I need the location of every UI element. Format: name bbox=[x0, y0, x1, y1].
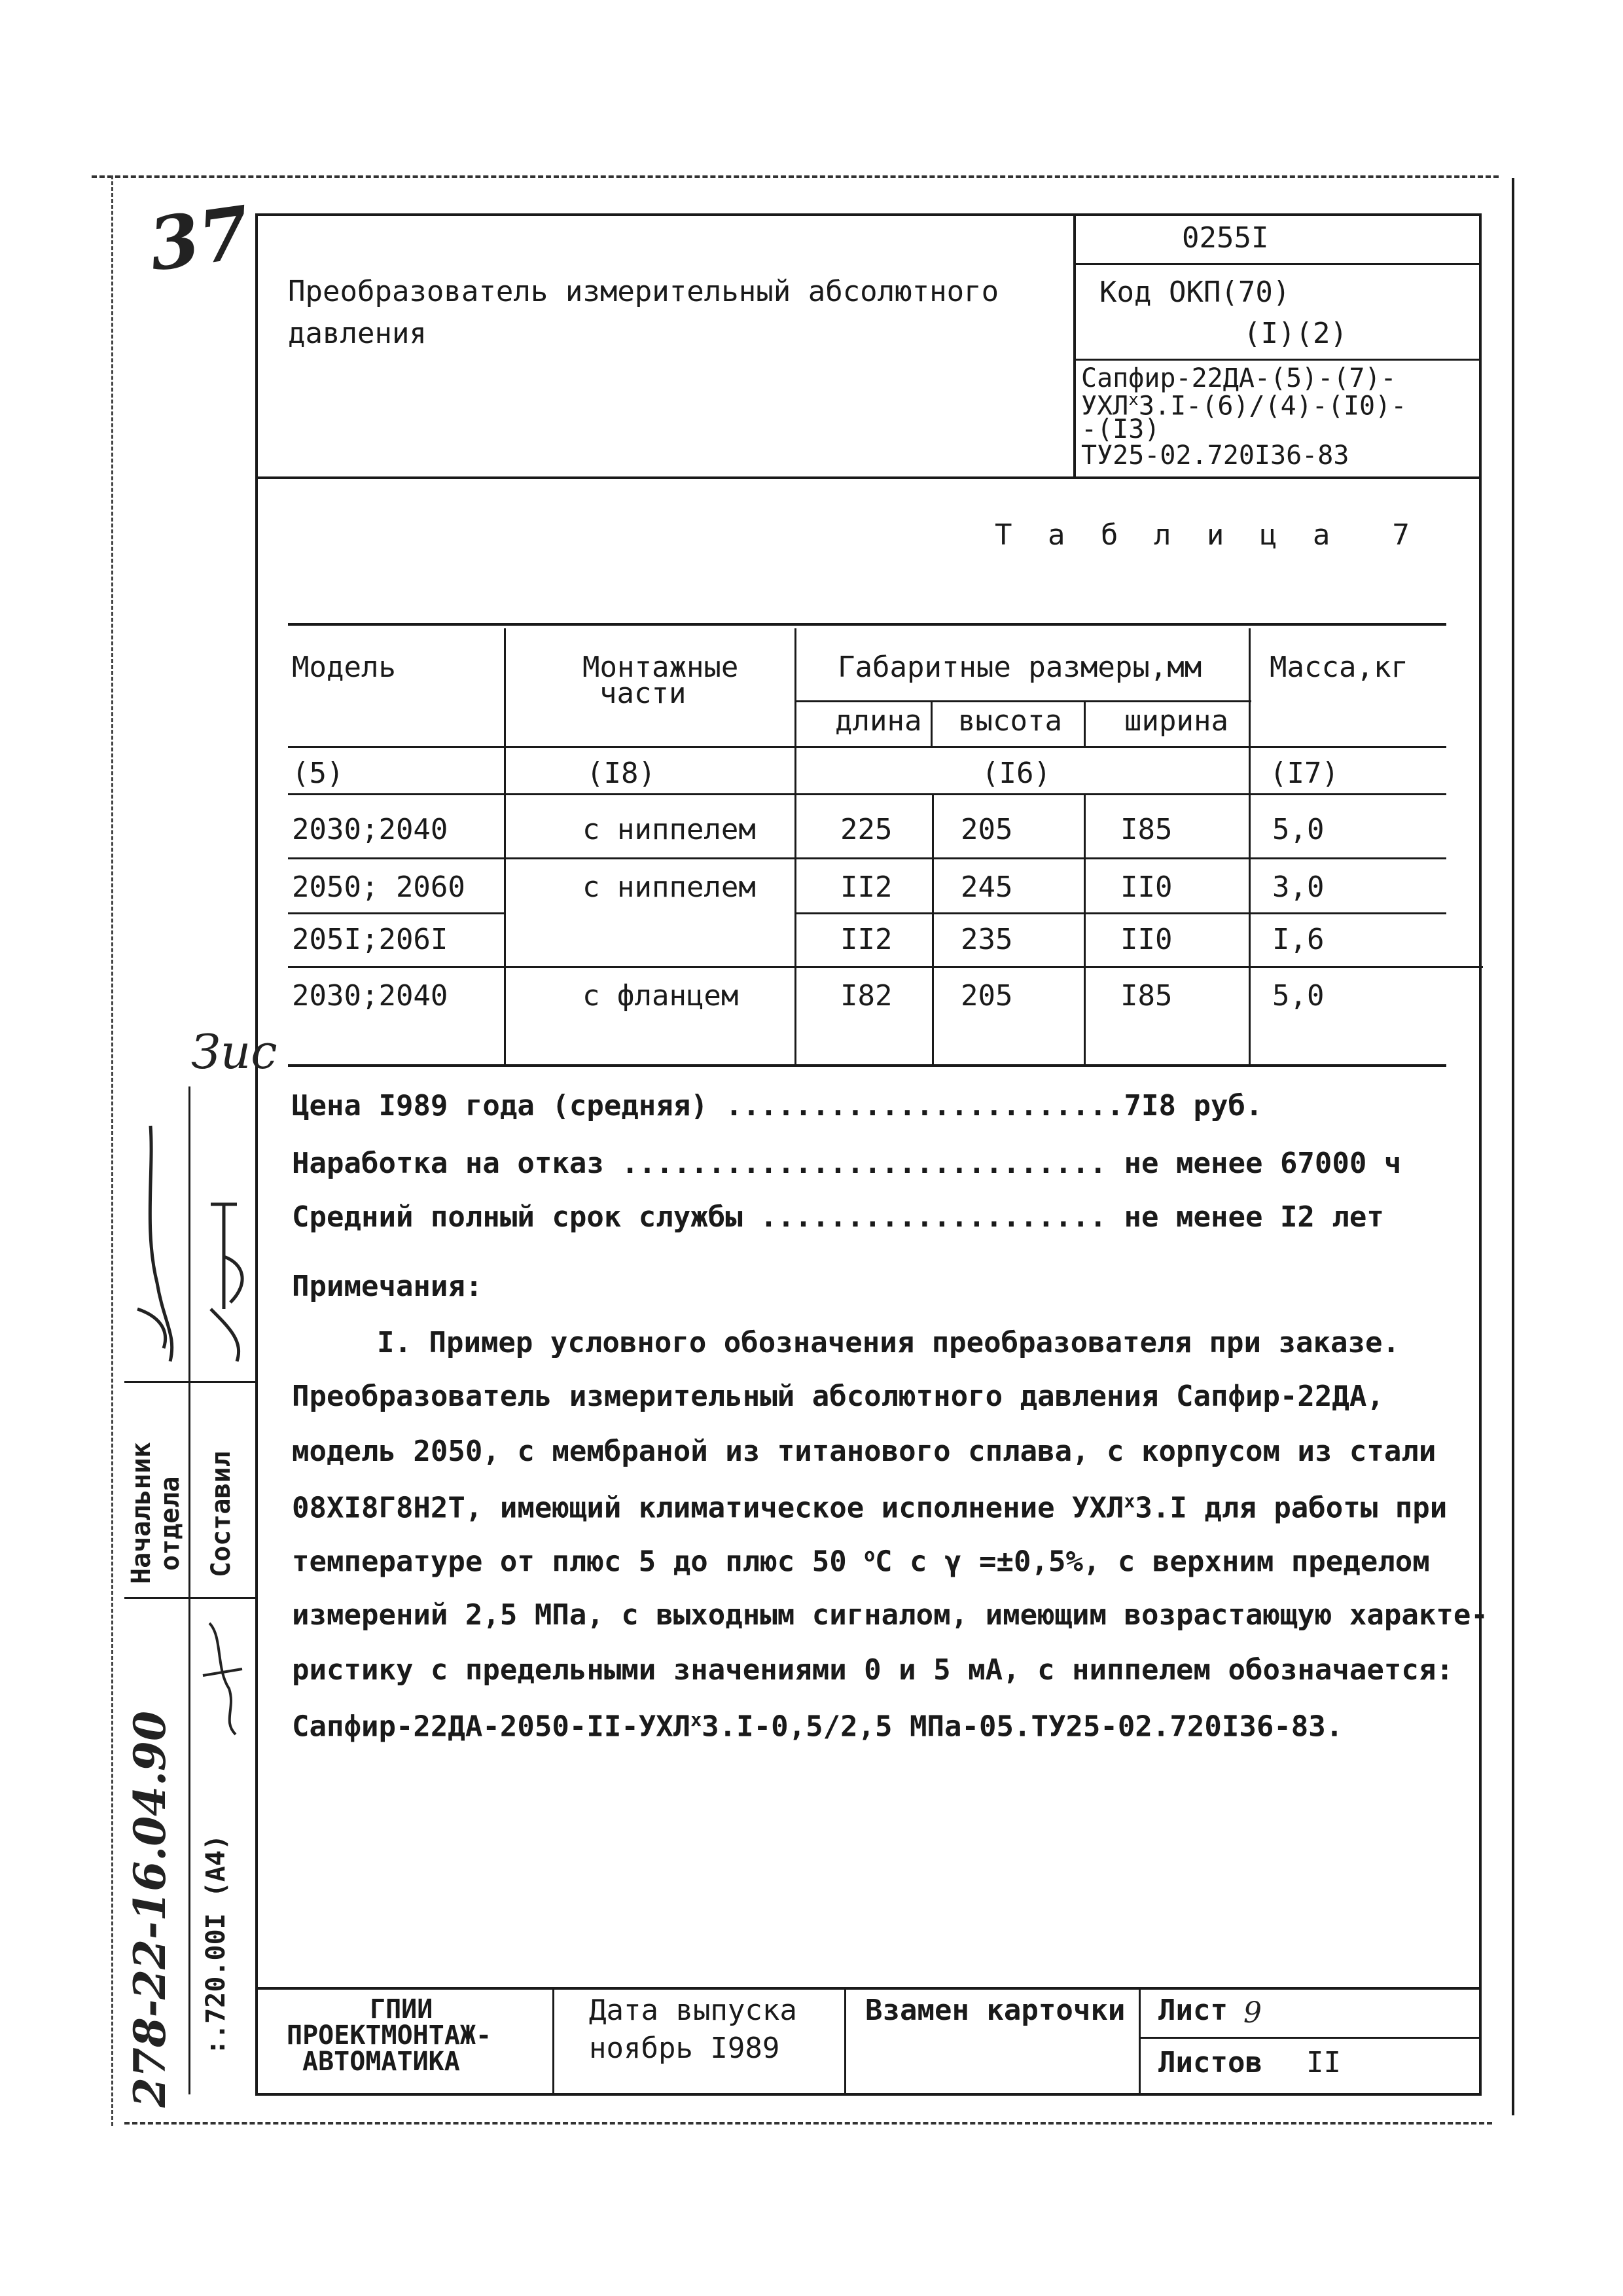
table-row-2-mounting: с ниппелем bbox=[582, 870, 756, 904]
bottom-dashed-border bbox=[124, 2122, 1492, 2125]
table-row-3-mass: I,6 bbox=[1272, 923, 1325, 956]
top-dashed-border bbox=[92, 175, 1499, 178]
spec-price: Цена I989 года (средняя) .......................7I8 руб. bbox=[292, 1089, 1263, 1122]
notes-heading: Примечания: bbox=[292, 1270, 483, 1303]
dept-head-label-line2: отдела bbox=[155, 1476, 185, 1571]
col-header-width: ширина bbox=[1124, 704, 1228, 738]
frame-bottom-line bbox=[255, 2093, 1482, 2096]
header-divider-vertical bbox=[1073, 213, 1076, 478]
replaces-card-label: Взамен карточки bbox=[865, 1994, 1126, 2027]
code-dimensions: (I6) bbox=[982, 757, 1051, 790]
handwritten-archive-number: 278-22-16.04.90 bbox=[124, 1711, 175, 2108]
left-dashed-border bbox=[111, 175, 113, 2126]
col-header-mass: Масса,кг bbox=[1270, 651, 1408, 684]
frame-right-line bbox=[1479, 213, 1482, 2096]
notes-line-6: измерений 2,5 МПа, с выходным сигналом, имеющим возрастающую характе- bbox=[292, 1598, 1488, 1632]
notes-line-8: Сапфир-$22ДА-2050-II-УХЛ^х3.I-0,5/2,5$ МПа-05.ТУ25-02.720I36-83. bbox=[292, 1709, 1344, 1744]
release-date-label: Дата выпуска bbox=[589, 1994, 797, 2027]
designation-line2: $УХЛ^х3.I-(6)/(4)-(I0)-$ bbox=[1081, 390, 1407, 422]
table-row-4-mass: 5,0 bbox=[1272, 979, 1325, 1013]
footer-top-line bbox=[258, 1987, 1479, 1990]
table-row-2-width: II0 bbox=[1120, 870, 1173, 904]
table-row-3-length: II2 bbox=[840, 923, 893, 956]
org-name-line2: ПРОЕКТМОНТАЖ- bbox=[287, 2020, 492, 2051]
code-model: (5) bbox=[292, 757, 344, 790]
table-row-1-width: I85 bbox=[1120, 813, 1173, 846]
signature-2 bbox=[191, 1178, 257, 1374]
frame-top-line bbox=[255, 213, 1482, 216]
table-row-1-mounting: с ниппелем bbox=[582, 813, 756, 846]
col-header-mounting-line2: части bbox=[599, 677, 687, 710]
product-title-line1: Преобразователь измерительный абсолютного bbox=[288, 275, 999, 308]
spec-service-life: Средний полный срок службы .................... не менее I2 лет bbox=[292, 1200, 1384, 1234]
signature-3 bbox=[196, 1610, 255, 1741]
notes-line-7: ристику с предельными значениями 0 и 5 мА, с ниппелем обозначается: bbox=[292, 1653, 1454, 1687]
product-title-line2: давления bbox=[288, 317, 427, 350]
table-row-2-model: 2050; 2060 bbox=[292, 870, 465, 904]
org-name-line3: АВТОМАТИКА bbox=[302, 2047, 460, 2077]
sheet-number: 9 bbox=[1243, 1996, 1262, 2030]
table-row-1-mass: 5,0 bbox=[1272, 813, 1325, 846]
table-row-1-length: 225 bbox=[840, 813, 893, 846]
table-row-1-model: 2030;2040 bbox=[292, 813, 448, 846]
right-frame-line bbox=[1512, 178, 1514, 2115]
code-mass: (I7) bbox=[1270, 757, 1339, 790]
table-title: Т а б л и ц а 7 bbox=[995, 518, 1419, 552]
col-header-model: Модель bbox=[292, 651, 396, 684]
table-row-3-height: 235 bbox=[961, 923, 1013, 956]
document-code: :.720.00I (А4) bbox=[201, 1834, 231, 2055]
sheets-total: II bbox=[1306, 2046, 1341, 2079]
designation-line1: Сапфир-22ДА-(5)-(7)- bbox=[1081, 363, 1397, 393]
table-row-4-model: 2030;2040 bbox=[292, 979, 448, 1013]
release-date: ноябрь I989 bbox=[589, 2032, 780, 2065]
okp-code-line2: (I)(2) bbox=[1243, 317, 1347, 350]
code-box-line bbox=[1076, 263, 1479, 265]
table-row-3-width: II0 bbox=[1120, 923, 1173, 956]
table-row-2-length: II2 bbox=[840, 870, 893, 904]
table-row-4-width: I85 bbox=[1120, 979, 1173, 1013]
sheets-total-label: Листов bbox=[1158, 2046, 1262, 2079]
notes-line-2: Преобразователь измерительный абсолютного давления Сапфир-22ДА, bbox=[292, 1380, 1384, 1413]
col-header-height: высота bbox=[958, 704, 1062, 738]
compiled-by-label: Составил bbox=[206, 1451, 236, 1577]
code-mounting: (I8) bbox=[586, 757, 656, 790]
designation-tu: ТУ25-02.720I36-83 bbox=[1081, 440, 1349, 471]
notes-line-4: 08ХI8Г8Н2Т, имеющий климатическое исполнение $УХЛ^х3.I$ для работы при bbox=[292, 1490, 1448, 1525]
table-row-2-mass: 3,0 bbox=[1272, 870, 1325, 904]
spec-mtbf: Наработка на отказ ............................ не менее 67000 ч bbox=[292, 1147, 1402, 1180]
notes-line-3: модель 2050, с мембраной из титанового сплава, с корпусом из стали bbox=[292, 1435, 1436, 1468]
signature-1 bbox=[124, 1113, 190, 1374]
frame-left-line bbox=[255, 213, 258, 2096]
header-bottom-line bbox=[255, 476, 1482, 479]
table-row-4-mounting: с фланцем bbox=[582, 979, 739, 1013]
col-header-length: длина bbox=[835, 704, 922, 738]
col-header-mounting-line1: Монтажные bbox=[582, 651, 739, 684]
designation-line3: -(I3) bbox=[1081, 414, 1160, 444]
okp-box-line bbox=[1076, 359, 1479, 361]
handwritten-mark-top: Зис bbox=[191, 1024, 277, 1079]
table-row-1-height: 205 bbox=[961, 813, 1013, 846]
table-row-3-model: 205I;206I bbox=[292, 923, 448, 956]
org-name-line1: ГПИИ bbox=[370, 1994, 433, 2024]
okp-code-line1: Код ОКП(70) bbox=[1099, 276, 1291, 309]
col-header-dimensions: Габаритные размеры,мм bbox=[838, 651, 1202, 684]
product-code: 0255I bbox=[1182, 221, 1269, 255]
dept-head-label-line1: Начальник bbox=[126, 1442, 156, 1584]
notes-line-5: температуре от плюс 5 до плюс 50 $^о$С с γ =±0,5%, с верхним пределом bbox=[292, 1544, 1430, 1579]
table-row-4-length: I82 bbox=[840, 979, 893, 1013]
notes-line-1: I. Пример условного обозначения преобразователя при заказе. bbox=[377, 1326, 1400, 1359]
table-row-4-height: 205 bbox=[961, 979, 1013, 1013]
table-row-2-height: 245 bbox=[961, 870, 1013, 904]
handwritten-page-number: 37 bbox=[143, 189, 255, 288]
sheet-label: Лист bbox=[1158, 1994, 1228, 2027]
